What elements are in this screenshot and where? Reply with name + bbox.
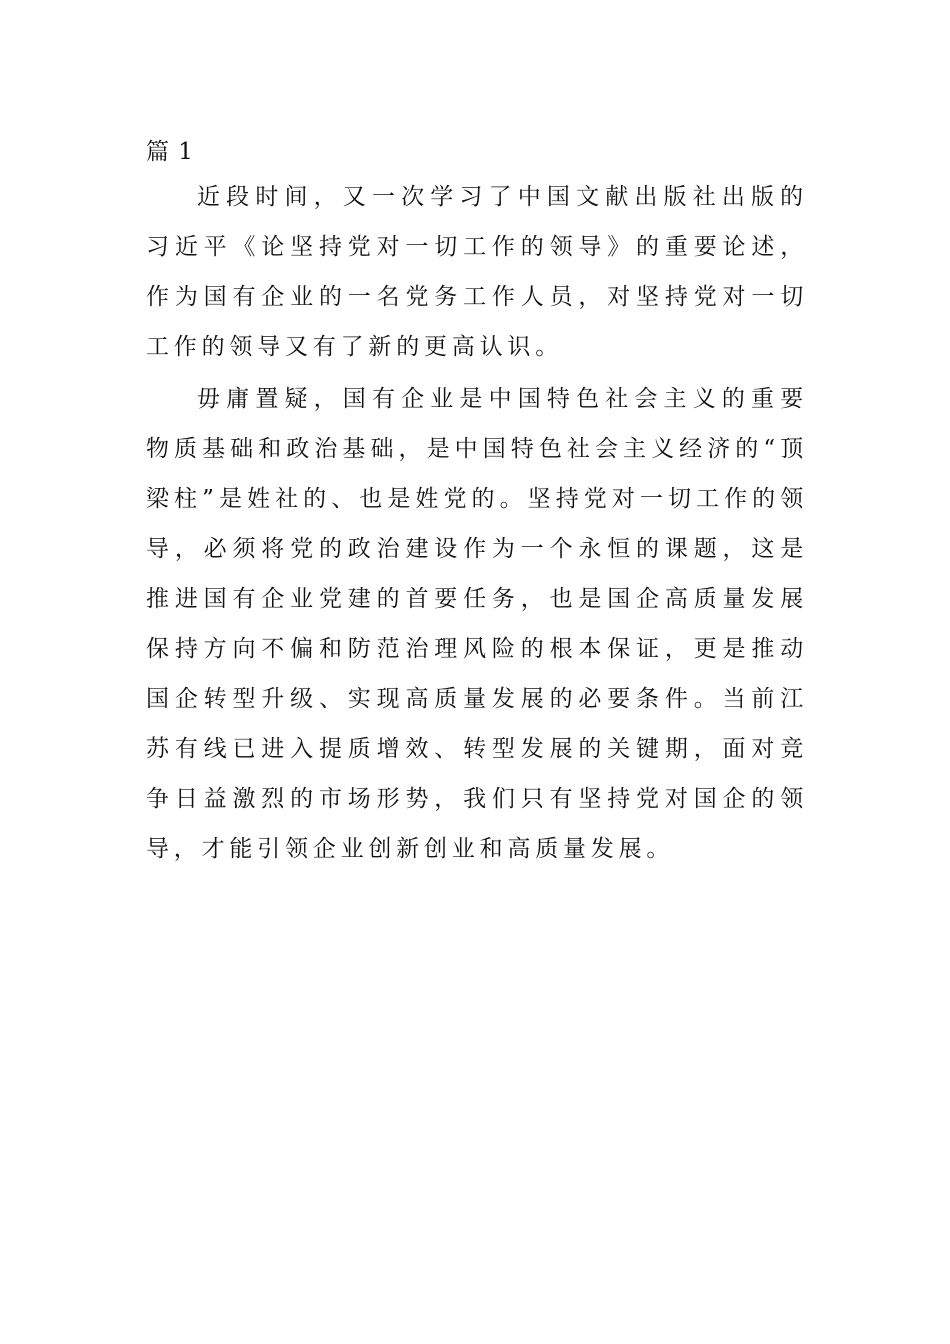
document-body [146,133,808,876]
paragraph-1: 近段时间，又一次学习了中国文献出版社出版的习近平《论坚持党对一切工作的领导》的重要论述，作为国有企业的一名党务工作人员，对坚持党对一切工作的领导又有了新的更高认识。 [146,184,808,360]
section-heading: 篇 1 [146,139,194,165]
paragraph-2: 毋庸置疑，国有企业是中国特色社会主义的重要物质基础和政治基础，是中国特色社会主义经济的“顶梁柱”是姓社的、也是姓党的。坚持党对一切工作的领导，必须将党的政治建设作为一个永恒的课题，这是推进国有企业党建的首要任务，也是国企高质量发展保持方向不偏和防范治理风险的根本保证，更是推动国企转型升级、实现高质量发展的必要条件。当前江苏有线已进入提质增效、转型发展的关键期，面对竞争日益激烈的市场形势，我们只有坚持党对国企的领导，才能引领企业创新创业和高质量发展。 [146,386,808,862]
